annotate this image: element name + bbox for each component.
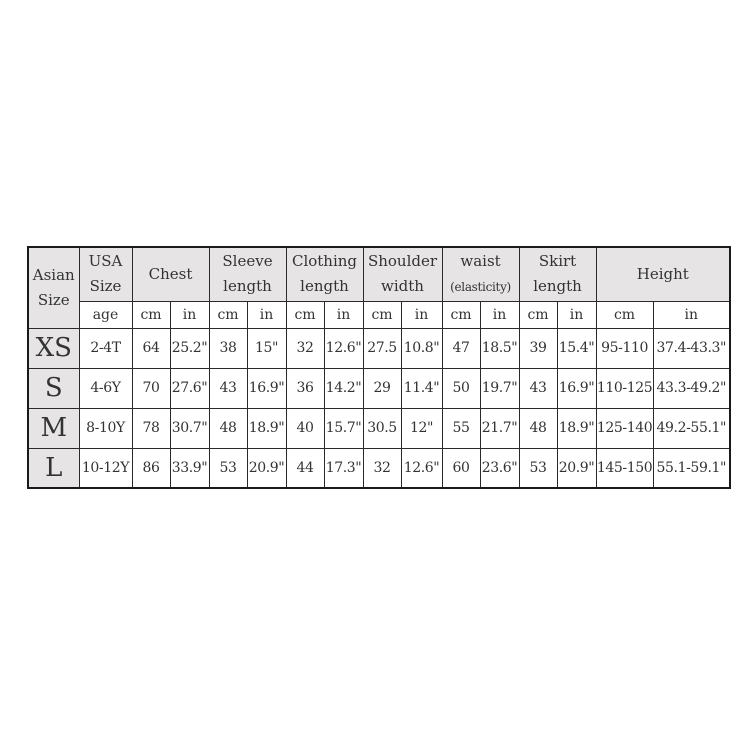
header-shoulder-line1: Shoulder [367,252,438,271]
height-in-cell: 49.2-55.1" [653,408,730,448]
chest-in-cell: 25.2" [170,328,209,368]
waist-in-cell: 23.6" [480,448,519,488]
table-row [28,328,730,368]
skirt-in-cell: 16.9" [557,368,596,408]
unit-row [28,301,730,328]
clothing-in-cell: 12.6" [324,328,363,368]
skirt-cm-cell: 53 [519,448,557,488]
chest-cm-cell: 86 [132,448,170,488]
shoulder-in-cell: 12.6" [401,448,442,488]
sleeve-cm-cell: 43 [209,368,247,408]
table-row [28,448,730,488]
clothing-in-cell: 15.7" [324,408,363,448]
waist-cm-cell: 60 [442,448,480,488]
table-row [28,368,730,408]
header-height-label: Height [636,264,689,283]
header-asian-size-line2: Size [37,290,70,309]
table-row [28,408,730,448]
chest-in-cell: 27.6" [170,368,209,408]
sleeve-cm-cell: 48 [209,408,247,448]
chest-in-cell: 30.7" [170,408,209,448]
header-chest [132,247,209,301]
clothing-cm-cell: 40 [286,408,324,448]
chest-cm-cell: 78 [132,408,170,448]
header-sleeve-line2: length [223,277,272,296]
waist-cm-cell: 50 [442,368,480,408]
waist-cm-cell: 47 [442,328,480,368]
sleeve-cm-cell: 38 [209,328,247,368]
header-height [596,247,730,301]
sleeve-in-cell: 15" [247,328,286,368]
header-clothing-line1: Clothing [291,252,358,271]
header-usa-size-line1: USA [88,252,123,271]
unit-clothing-cm: cm [286,301,324,328]
header-chest-label: Chest [148,264,193,283]
unit-skirt-cm: cm [519,301,557,328]
skirt-cm-cell: 48 [519,408,557,448]
header-clothing-length [286,247,363,301]
height-cm-cell: 145-150 [596,448,653,488]
shoulder-in-cell: 12" [401,408,442,448]
header-skirt-length [519,247,596,301]
chest-cm-cell: 64 [132,328,170,368]
clothing-in-cell: 14.2" [324,368,363,408]
header-row [28,247,730,301]
header-waist-line1: waist [460,251,501,270]
asian-size-cell: M [28,408,79,448]
header-skirt-line2: length [533,277,582,296]
unit-shoulder-in: in [401,301,442,328]
height-in-cell: 37.4-43.3" [653,328,730,368]
unit-chest-cm: cm [132,301,170,328]
shoulder-in-cell: 11.4" [401,368,442,408]
skirt-cm-cell: 39 [519,328,557,368]
height-in-cell: 43.3-49.2" [653,368,730,408]
height-cm-cell: 125-140 [596,408,653,448]
unit-age: age [79,301,132,328]
header-sleeve-line1: Sleeve [222,252,273,271]
header-usa-size-line2: Size [89,277,122,296]
unit-waist-cm: cm [442,301,480,328]
unit-shoulder-cm: cm [363,301,401,328]
header-shoulder-width [363,247,442,301]
header-waist-line2: (elasticity) [450,279,511,294]
usa-size-cell: 8-10Y [79,408,132,448]
header-sleeve-length [209,247,286,301]
header-usa-size [79,247,132,301]
shoulder-cm-cell: 32 [363,448,401,488]
unit-waist-in: in [480,301,519,328]
height-in-cell: 55.1-59.1" [653,448,730,488]
header-clothing-line2: length [300,277,349,296]
usa-size-cell: 10-12Y [79,448,132,488]
clothing-cm-cell: 32 [286,328,324,368]
skirt-in-cell: 18.9" [557,408,596,448]
height-cm-cell: 110-125 [596,368,653,408]
unit-clothing-in: in [324,301,363,328]
header-asian-size [28,247,79,328]
clothing-cm-cell: 44 [286,448,324,488]
sleeve-in-cell: 18.9" [247,408,286,448]
usa-size-cell: 2-4T [79,328,132,368]
skirt-in-cell: 15.4" [557,328,596,368]
size-chart-table [27,246,731,489]
clothing-in-cell: 17.3" [324,448,363,488]
chest-cm-cell: 70 [132,368,170,408]
waist-in-cell: 21.7" [480,408,519,448]
unit-sleeve-cm: cm [209,301,247,328]
height-cm-cell: 95-110 [596,328,653,368]
shoulder-in-cell: 10.8" [401,328,442,368]
asian-size-cell: S [28,368,79,408]
chest-in-cell: 33.9" [170,448,209,488]
unit-height-in: in [653,301,730,328]
waist-cm-cell: 55 [442,408,480,448]
skirt-in-cell: 20.9" [557,448,596,488]
waist-in-cell: 18.5" [480,328,519,368]
usa-size-cell: 4-6Y [79,368,132,408]
shoulder-cm-cell: 29 [363,368,401,408]
unit-skirt-in: in [557,301,596,328]
clothing-cm-cell: 36 [286,368,324,408]
sleeve-in-cell: 20.9" [247,448,286,488]
skirt-cm-cell: 43 [519,368,557,408]
unit-height-cm: cm [596,301,653,328]
unit-chest-in: in [170,301,209,328]
shoulder-cm-cell: 30.5 [363,408,401,448]
header-shoulder-line2: width [381,277,424,296]
waist-in-cell: 19.7" [480,368,519,408]
header-waist [442,247,519,301]
shoulder-cm-cell: 27.5 [363,328,401,368]
unit-sleeve-in: in [247,301,286,328]
sleeve-cm-cell: 53 [209,448,247,488]
sleeve-in-cell: 16.9" [247,368,286,408]
asian-size-cell: XS [28,328,79,368]
header-asian-size-line1: Asian [32,265,75,284]
header-skirt-line1: Skirt [538,252,577,271]
asian-size-cell: L [28,448,79,488]
